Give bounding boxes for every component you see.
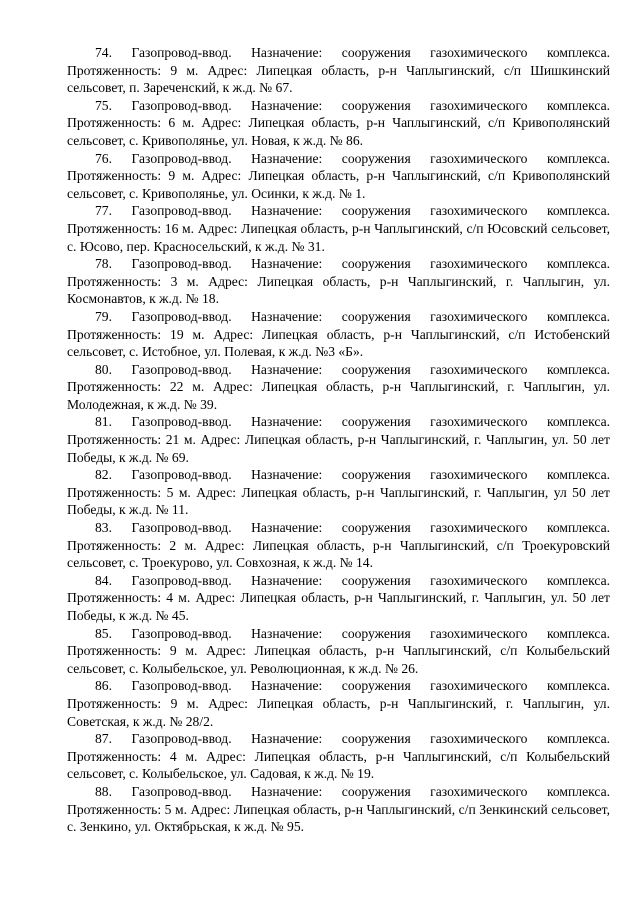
list-item: 83. Газопровод-ввод. Назначение: сооружения газохимического комплекса. Протяженность: 2 м. Адрес: Липецкая область, р-н Чаплыгинский, с/п Троекуровский сельсовет, с. Троекурово, ул. Совхозная, к ж.д. № 14. — [67, 520, 610, 571]
list-item: 77. Газопровод-ввод. Назначение: сооружения газохимического комплекса. Протяженность: 16 м. Адрес: Липецкая область, р-н Чаплыгинский, с/п Юсовский сельсовет, с. Юсово, пер. Красносельский, к ж.д. № 31. — [67, 203, 610, 254]
list-item: 75. Газопровод-ввод. Назначение: сооружения газохимического комплекса. Протяженность: 6 м. Адрес: Липецкая область, р-н Чаплыгинский, с/п Кривополянский сельсовет, с. Кривополянье, ул. Новая, к ж.д. № 86. — [67, 97, 610, 148]
list-item: 84. Газопровод-ввод. Назначение: сооружения газохимического комплекса. Протяженность: 4 м. Адрес: Липецкая область, р-н Чаплыгинский, г. Чаплыгин, ул. 50 лет Победы, к ж.д. № 45. — [67, 572, 610, 623]
list-item: 76. Газопровод-ввод. Назначение: сооружения газохимического комплекса. Протяженность: 9 м. Адрес: Липецкая область, р-н Чаплыгинский, с/п Кривополянский сельсовет, с. Кривополянье, ул. Осинки, к ж.д. № 1. — [67, 150, 610, 201]
list-item: 82. Газопровод-ввод. Назначение: сооружения газохимического комплекса. Протяженность: 5 м. Адрес: Липецкая область, р-н Чаплыгинский, г. Чаплыгин, ул 50 лет Победы, к ж.д. № 11. — [67, 467, 610, 518]
document-page — [67, 44, 610, 836]
list-item: 88. Газопровод-ввод. Назначение: сооружения газохимического комплекса. Протяженность: 5 м. Адрес: Липецкая область, р-н Чаплыгинский, с/п Зенкинский сельсовет, с. Зенкино, ул. Октябрьская, к ж.д. № 95. — [67, 783, 610, 835]
list-item: 81. Газопровод-ввод. Назначение: сооружения газохимического комплекса. Протяженность: 21 м. Адрес: Липецкая область, р-н Чаплыгинский, г. Чаплыгин, ул. 50 лет Победы, к ж.д. № 69. — [67, 414, 610, 465]
list-item: 79. Газопровод-ввод. Назначение: сооружения газохимического комплекса. Протяженность: 19 м. Адрес: Липецкая область, р-н Чаплыгинский, с/п Истобенский сельсовет, с. Истобное, ул. Полевая, к ж.д. №3 «Б». — [67, 308, 610, 360]
list-item: 78. Газопровод-ввод. Назначение: сооружения газохимического комплекса. Протяженность: 3 м. Адрес: Липецкая область, р-н Чаплыгинский, г. Чаплыгин, ул. Космонавтов, к ж.д. № 18. — [67, 256, 610, 307]
list-item: 85. Газопровод-ввод. Назначение: сооружения газохимического комплекса. Протяженность: 9 м. Адрес: Липецкая область, р-н Чаплыгинский, с/п Колыбельский сельсовет, с. Колыбельское, ул. Революционная, к ж.д. № 26. — [67, 625, 610, 676]
list-item: 74. Газопровод-ввод. Назначение: сооружения газохимического комплекса. Протяженность: 9 м. Адрес: Липецкая область, р-н Чаплыгинский, с/п Шишкинский сельсовет, п. Зареченский, к ж.д. № 67. — [67, 45, 610, 96]
list-item: 80. Газопровод-ввод. Назначение: сооружения газохимического комплекса. Протяженность: 22 м. Адрес: Липецкая область, р-н Чаплыгинский, г. Чаплыгин, ул. Молодежная, к ж.д. № 39. — [67, 361, 610, 412]
list-item: 86. Газопровод-ввод. Назначение: сооружения газохимического комплекса. Протяженность: 9 м. Адрес: Липецкая область, р-н Чаплыгинский, г. Чаплыгин, ул. Советская, к ж.д. № 28/2. — [67, 678, 610, 729]
list-item: 87. Газопровод-ввод. Назначение: сооружения газохимического комплекса. Протяженность: 4 м. Адрес: Липецкая область, р-н Чаплыгинский, с/п Колыбельский сельсовет, с. Колыбельское, ул. Садовая, к ж.д. № 19. — [67, 731, 610, 782]
